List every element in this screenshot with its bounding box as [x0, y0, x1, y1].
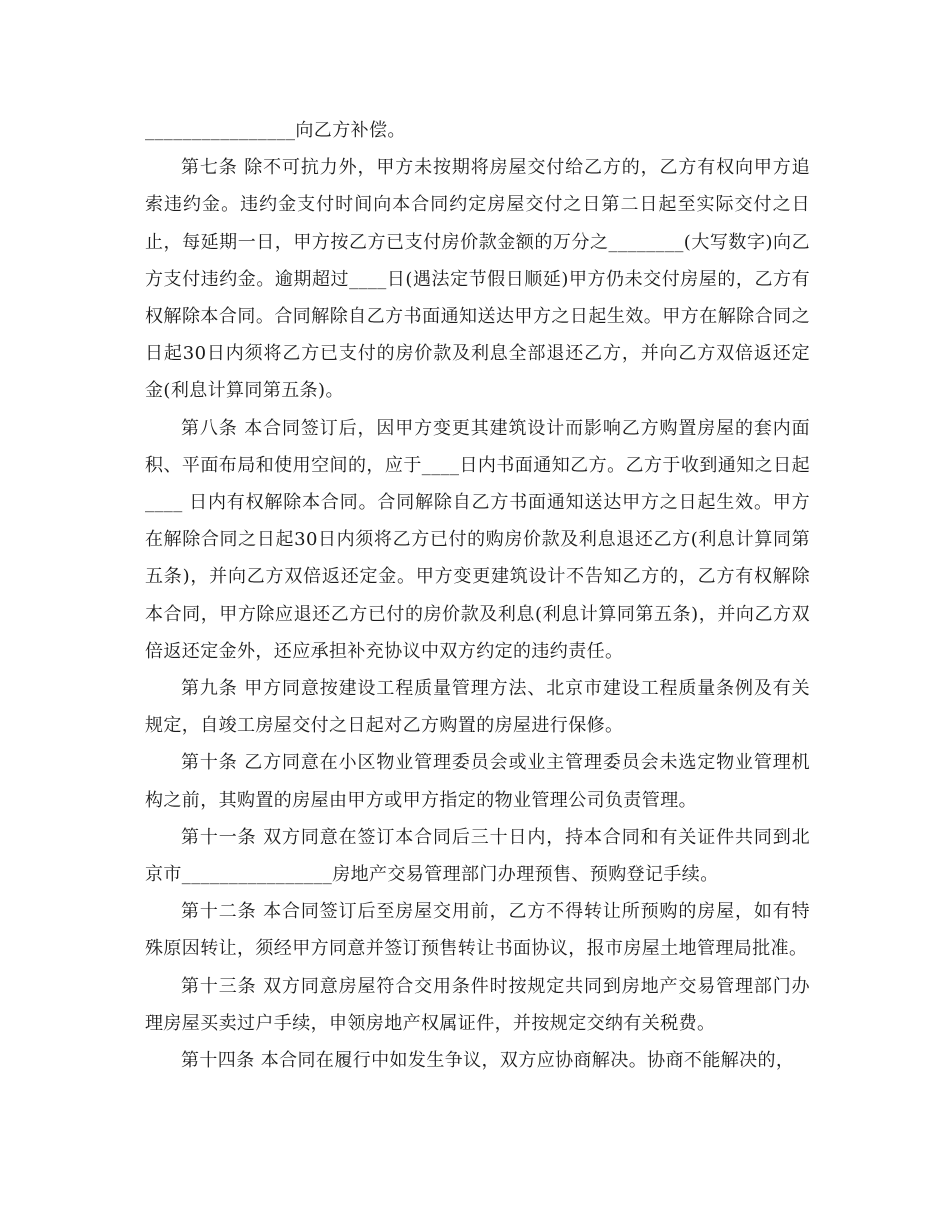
contract-body [145, 112, 810, 1079]
paragraph-article-8: 第八条 本合同签订后，因甲方变更其建筑设计而影响乙方购置房屋的套内面积、平面布局和使用空间的，应于____日内书面通知乙方。乙方于收到通知之日起____ 日内有权解除本合同。合同解除自乙方书面通知送达甲方之日起生效。甲方在解除合同之日起30日内须将乙方已付的购房价款及利息退还乙方(利息计算同第五条)，并向乙方双倍返还定金。甲方变更建筑设计不告知乙方的，乙方有权解除本合同，甲方除应退还乙方已付的房价款及利息(利息计算同第五条)，并向乙方双倍返还定金外，还应承担补充协议中双方约定的违约责任。 [145, 417, 810, 662]
paragraph-article-7: 第七条 除不可抗力外，甲方未按期将房屋交付给乙方的，乙方有权向甲方追索违约金。违约金支付时间向本合同约定房屋交付之日第二日起至实际交付之日止，每延期一日，甲方按乙方已支付房价款金额的万分之________(大写数字)向乙方支付违约金。逾期超过____日(遇法定节假日顺延)甲方仍未交付房屋的，乙方有权解除本合同。合同解除自乙方书面通知送达甲方之日起生效。甲方在解除合同之日起30日内须将乙方已支付的房价款及利息全部退还乙方，并向乙方双倍返还定金(利息计算同第五条)。 [145, 157, 810, 402]
paragraph-article-14: 第十四条 本合同在履行中如发生争议，双方应协商解决。协商不能解决的， [181, 1050, 795, 1072]
paragraph-article-10: 第十条 乙方同意在小区物业管理委员会或业主管理委员会未选定物业管理机构之前，其购置的房屋由甲方或甲方指定的物业管理公司负责管理。 [145, 752, 810, 811]
paragraph-article-13: 第十三条 双方同意房屋符合交用条件时按规定共同到房地产交易管理部门办理房屋买卖过户手续，申领房地产权属证件，并按规定交纳有关税费。 [145, 975, 810, 1034]
paragraph-article-9: 第九条 甲方同意按建设工程质量管理方法、北京市建设工程质量条例及有关规定，自竣工房屋交付之日起对乙方购置的房屋进行保修。 [145, 678, 810, 737]
paragraph-article-12: 第十二条 本合同签订后至房屋交用前，乙方不得转让所预购的房屋，如有特殊原因转让，须经甲方同意并签订预售转让书面协议，报市房屋土地管理局批准。 [145, 901, 810, 960]
paragraph-continuation: ________________向乙方补偿。 [145, 120, 406, 141]
paragraph-article-11: 第十一条 双方同意在签订本合同后三十日内，持本合同和有关证件共同到北京市________________房地产交易管理部门办理预售、预购登记手续。 [145, 826, 810, 886]
